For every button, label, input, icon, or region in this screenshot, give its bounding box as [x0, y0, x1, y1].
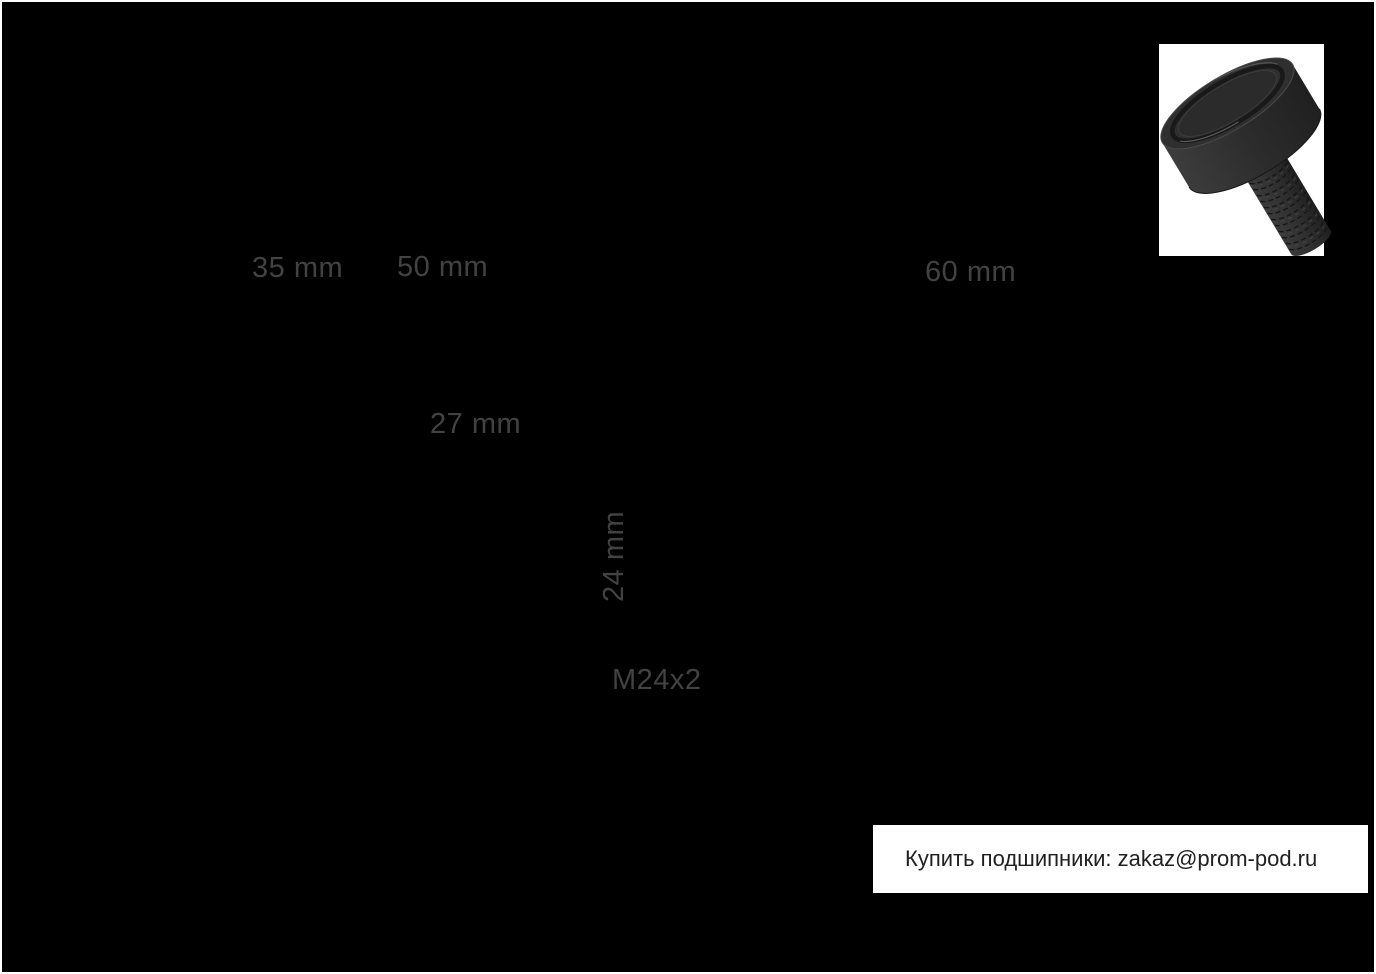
product-image-box [1159, 44, 1324, 256]
dimension-label-60mm: 60 mm [925, 256, 1017, 288]
contact-bar [873, 825, 1368, 893]
contact-text: Купить подшипники: zakaz@prom-pod.ru [905, 846, 1318, 871]
dimension-label-50mm: 50 mm [397, 251, 489, 283]
dimension-label-thread-m24x2: M24x2 [612, 664, 702, 696]
dimension-label-27mm: 27 mm [430, 408, 522, 440]
dimension-label-24mm-vertical: 24 mm [598, 510, 630, 602]
dimension-label-35mm: 35 mm [252, 252, 344, 284]
cam-follower-3d-render-icon [1159, 44, 1324, 284]
